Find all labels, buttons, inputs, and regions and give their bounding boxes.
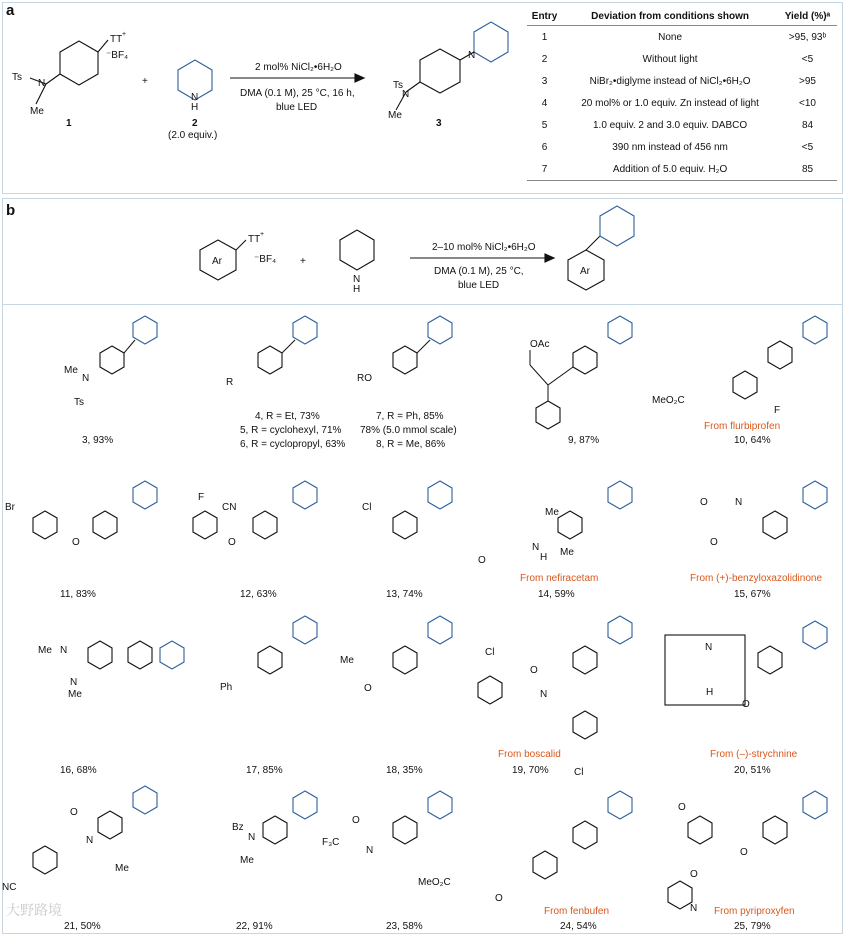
entry-cell: 5 xyxy=(541,119,548,131)
optimization-table xyxy=(527,8,837,181)
yield-cell: 85 xyxy=(778,158,837,181)
svg-text:+: + xyxy=(142,76,148,87)
panel-a-label: a xyxy=(6,2,15,19)
svg-text:O: O xyxy=(70,807,78,818)
label-20: 20, 51% xyxy=(734,765,771,776)
svg-text:Ts: Ts xyxy=(12,72,22,83)
label-8: 8, R = Me, 86% xyxy=(376,439,446,450)
svg-text:Me: Me xyxy=(64,365,78,376)
structure-4-6 xyxy=(226,316,317,388)
label-9: 9, 87% xyxy=(568,435,600,446)
svg-text:N: N xyxy=(86,835,94,846)
svg-text:⁻BF₄: ⁻BF₄ xyxy=(254,254,277,265)
svg-text:N: N xyxy=(705,642,713,653)
svg-text:N: N xyxy=(402,89,410,100)
header-deviation: Deviation from conditions shown xyxy=(562,8,778,26)
label-7-scale: 78% (5.0 mmol scale) xyxy=(360,425,457,436)
svg-text:CN: CN xyxy=(222,502,237,513)
entry-cell: 4 xyxy=(541,97,548,109)
structure-10 xyxy=(652,316,827,416)
svg-text:Me: Me xyxy=(240,855,254,866)
structure-12 xyxy=(193,481,317,548)
table-row xyxy=(527,158,837,181)
deviation-cell: NiBr₂•diglyme instead of NiCl₂•6H₂O xyxy=(589,75,751,87)
svg-text:O: O xyxy=(364,683,372,694)
svg-text:N: N xyxy=(468,50,476,61)
table-row xyxy=(527,70,837,92)
svg-text:Ph: Ph xyxy=(220,682,233,693)
label-18: 18, 35% xyxy=(386,765,423,776)
label-3: 3, 93% xyxy=(82,435,114,446)
svg-text:Me: Me xyxy=(68,689,82,700)
source-24: From fenbufen xyxy=(544,906,610,917)
label-5: 5, R = cyclohexyl, 71% xyxy=(240,425,342,436)
structure-18 xyxy=(340,616,452,694)
label-6: 6, R = cyclopropyl, 63% xyxy=(240,439,346,450)
panel-a-scheme xyxy=(0,0,520,190)
svg-text:H: H xyxy=(191,102,199,113)
entry-cell: 3 xyxy=(541,75,548,87)
compound-3-number: 3 xyxy=(436,118,442,129)
amine-equiv: (2.0 equiv.) xyxy=(168,130,218,141)
svg-text:F: F xyxy=(774,405,781,416)
source-15: From (+)-benzyloxazolidinone xyxy=(690,573,823,584)
svg-text:Ar: Ar xyxy=(212,256,222,267)
svg-text:⁻BF₄: ⁻BF₄ xyxy=(106,50,129,61)
label-21: 21, 50% xyxy=(64,921,101,932)
svg-text:O: O xyxy=(742,699,750,710)
svg-text:F₃C: F₃C xyxy=(322,837,340,848)
svg-text:+: + xyxy=(122,31,127,38)
yield-cell: >95 xyxy=(799,75,816,87)
svg-text:N: N xyxy=(38,78,46,89)
svg-text:N: N xyxy=(366,845,374,856)
svg-text:O: O xyxy=(700,497,708,508)
svg-text:Bz: Bz xyxy=(232,822,244,833)
svg-text:TT: TT xyxy=(110,34,123,45)
label-11: 11, 83% xyxy=(60,589,96,600)
structure-16 xyxy=(38,641,184,700)
header-yield: Yield (%)ᵃ xyxy=(778,8,837,26)
svg-text:Me: Me xyxy=(545,507,559,518)
svg-text:Me: Me xyxy=(388,110,402,121)
deviation-cell: 390 nm instead of 456 nm xyxy=(612,141,728,153)
table-row xyxy=(527,26,837,49)
svg-text:+: + xyxy=(300,256,306,267)
structure-22 xyxy=(232,791,317,866)
yield-cell: <5 xyxy=(801,141,814,153)
structure-25 xyxy=(668,791,827,914)
svg-text:MeO₂C: MeO₂C xyxy=(418,877,451,888)
entry-cell: 2 xyxy=(541,53,548,65)
structure-15 xyxy=(700,481,827,548)
svg-text:Br: Br xyxy=(5,502,15,513)
entry-cell: 6 xyxy=(541,141,548,153)
deviation-cell: 20 mol% or 1.0 equiv. Zn instead of light xyxy=(581,97,759,109)
svg-text:MeO₂C: MeO₂C xyxy=(652,395,685,406)
svg-text:Me: Me xyxy=(38,645,52,656)
deviation-cell: None xyxy=(658,31,683,43)
svg-text:O: O xyxy=(478,555,486,566)
label-24: 24, 54% xyxy=(560,921,597,932)
label-23: 23, 58% xyxy=(386,921,423,932)
svg-text:Cl: Cl xyxy=(485,647,495,658)
label-4: 4, R = Et, 73% xyxy=(255,411,320,422)
structure-7-8 xyxy=(357,316,452,384)
structure-23 xyxy=(322,791,452,856)
label-19: 19, 70% xyxy=(512,765,549,776)
svg-text:O: O xyxy=(530,665,538,676)
cond-a-line3: blue LED xyxy=(276,102,318,113)
compound-1-number: 1 xyxy=(66,118,72,129)
svg-text:O: O xyxy=(495,893,503,904)
compound-2-number: 2 xyxy=(192,118,198,129)
label-12: 12, 63% xyxy=(240,589,277,600)
structure-14 xyxy=(478,481,632,566)
panel-b-label: b xyxy=(6,202,16,219)
svg-text:TT: TT xyxy=(248,234,261,245)
label-13: 13, 74% xyxy=(386,589,423,600)
svg-text:N: N xyxy=(248,832,256,843)
svg-text:O: O xyxy=(352,815,360,826)
label-16: 16, 68% xyxy=(60,765,97,776)
source-10: From flurbiprofen xyxy=(704,421,781,432)
svg-text:N: N xyxy=(690,903,698,914)
svg-text:N: N xyxy=(353,274,361,285)
structure-11 xyxy=(5,481,157,548)
svg-text:Me: Me xyxy=(115,863,129,874)
svg-text:N: N xyxy=(82,373,90,384)
label-22: 22, 91% xyxy=(236,921,273,932)
cond-a-line2: DMA (0.1 M), 25 °C, 16 h, xyxy=(240,88,355,99)
svg-text:N: N xyxy=(532,542,540,553)
panel-b-scheme xyxy=(0,198,845,303)
source-19: From boscalid xyxy=(498,749,561,760)
svg-text:Cl: Cl xyxy=(574,767,584,778)
svg-text:N: N xyxy=(70,677,78,688)
svg-text:N: N xyxy=(540,689,548,700)
svg-text:OAc: OAc xyxy=(530,339,550,350)
svg-text:H: H xyxy=(540,552,548,563)
deviation-cell: Addition of 5.0 equiv. H₂O xyxy=(562,158,778,181)
yield-cell: >95, 93ᵇ xyxy=(788,31,827,43)
svg-text:Me: Me xyxy=(30,106,44,117)
structure-21 xyxy=(2,786,157,893)
svg-text:H: H xyxy=(706,687,714,698)
yield-cell: <5 xyxy=(801,53,814,65)
svg-text:RO: RO xyxy=(357,373,372,384)
entry-cell: 1 xyxy=(541,31,548,43)
svg-text:F: F xyxy=(198,492,205,503)
structure-3 xyxy=(64,316,157,408)
svg-text:R: R xyxy=(226,377,234,388)
entry-cell: 7 xyxy=(527,158,562,181)
table-header-row xyxy=(527,8,837,26)
structure-24 xyxy=(418,791,632,904)
header-entry: Entry xyxy=(527,8,562,26)
svg-text:NC: NC xyxy=(2,882,17,893)
yield-cell: <10 xyxy=(799,97,816,109)
table-row xyxy=(527,136,837,158)
label-10: 10, 64% xyxy=(734,435,771,446)
svg-text:N: N xyxy=(60,645,68,656)
label-17: 17, 85% xyxy=(246,765,283,776)
svg-text:Ts: Ts xyxy=(393,80,403,91)
structure-17 xyxy=(220,616,317,693)
deviation-cell: Without light xyxy=(642,53,698,65)
svg-text:Me: Me xyxy=(340,655,354,666)
label-7: 7, R = Ph, 85% xyxy=(376,411,444,422)
structure-9 xyxy=(530,316,632,429)
svg-text:O: O xyxy=(690,869,698,880)
cond-b-line2: DMA (0.1 M), 25 °C, xyxy=(434,266,524,277)
label-14: 14, 59% xyxy=(538,589,575,600)
cond-a-line1: 2 mol% NiCl₂•6H₂O xyxy=(255,62,342,73)
table-row xyxy=(527,92,837,114)
table-row xyxy=(527,48,837,70)
yield-cell: 84 xyxy=(801,119,814,131)
watermark: 大野路境 xyxy=(6,902,62,918)
svg-text:N: N xyxy=(735,497,743,508)
svg-text:N: N xyxy=(191,92,199,103)
svg-text:H: H xyxy=(353,284,361,295)
svg-text:Cl: Cl xyxy=(362,502,372,513)
source-14: From nefiracetam xyxy=(520,573,599,584)
svg-text:+: + xyxy=(260,231,265,238)
svg-text:O: O xyxy=(710,537,718,548)
svg-text:O: O xyxy=(72,537,80,548)
structure-20 xyxy=(665,621,827,710)
cond-b-line1: 2–10 mol% NiCl₂•6H₂O xyxy=(432,242,536,253)
svg-text:O: O xyxy=(740,847,748,858)
svg-text:O: O xyxy=(678,802,686,813)
source-25: From pyriproxyfen xyxy=(714,906,795,917)
svg-text:Ar: Ar xyxy=(580,266,590,277)
table-row xyxy=(527,114,837,136)
svg-text:Ts: Ts xyxy=(74,397,84,408)
svg-text:O: O xyxy=(228,537,236,548)
source-20: From (–)-strychnine xyxy=(710,749,798,760)
cond-b-line3: blue LED xyxy=(458,280,500,291)
structure-13 xyxy=(362,481,452,539)
substrate-scope-structures xyxy=(0,305,845,933)
svg-text:Me: Me xyxy=(560,547,574,558)
label-15: 15, 67% xyxy=(734,589,771,600)
label-25: 25, 79% xyxy=(734,921,771,932)
deviation-cell: 1.0 equiv. 2 and 3.0 equiv. DABCO xyxy=(592,119,748,131)
